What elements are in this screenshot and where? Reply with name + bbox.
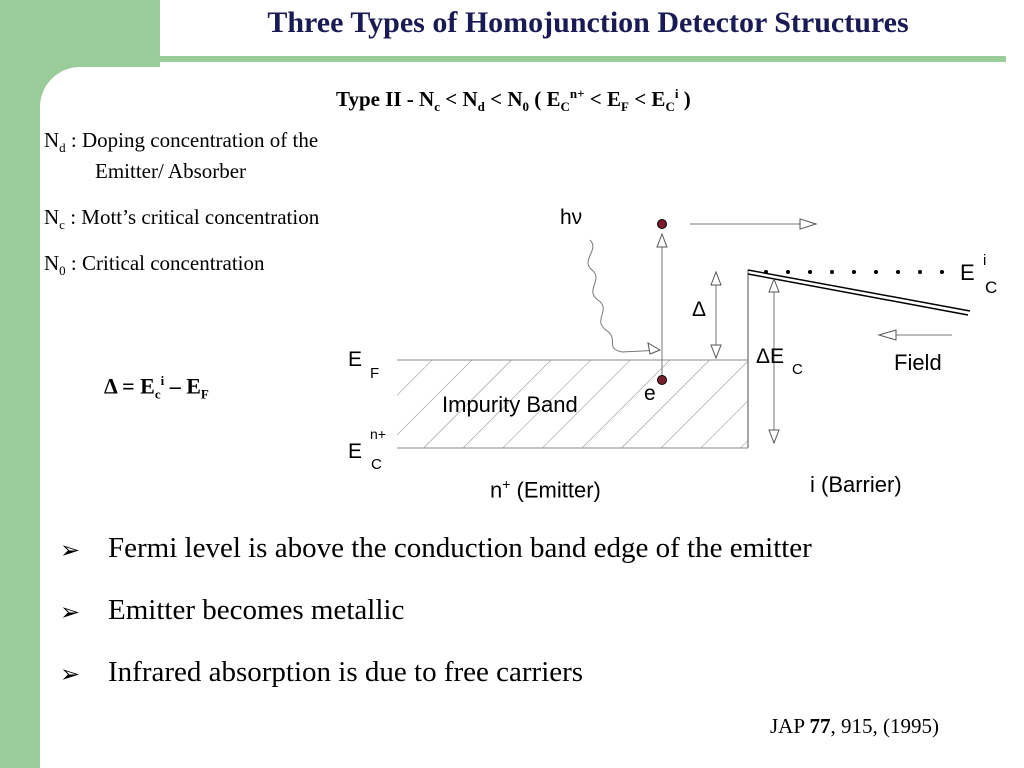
excitation-arrow-head [657,234,667,247]
ecn-label-sup: n+ [370,426,386,442]
electron-label: e [644,382,656,405]
field-arrow-head [879,330,896,340]
photon-wave [588,240,660,352]
barrier-cb-line-lower [748,274,968,315]
ground-electron-dot [658,376,667,385]
eci-label-sup: i [983,252,987,269]
bullet-text: Fermi level is above the conduction band edge of the emitter [108,532,812,564]
bullet-text: Infrared absorption is due to free carriers [108,656,584,688]
reference-citation: JAP 77, 915, (1995) [770,714,939,738]
definition-nc: $N_c$ : Mott’s critical concentration [44,205,320,233]
intrinsic-cb-dotted-line [764,270,944,274]
barrier-label: i (Barrier) [810,472,902,497]
delta-ec-arrow-down [769,430,779,443]
photon-label: hν [560,206,583,229]
delta-ec-arrow-up [769,279,779,292]
delta-arrow-up [711,272,721,285]
emission-arrow-head [800,219,816,229]
delta-label: Δ [692,298,707,321]
barrier-cb-line-upper [748,270,970,311]
delta-ec-label: ΔE [756,345,785,368]
emitter-label: n+ (Emitter) [490,476,601,503]
ef-label: E [348,348,363,371]
impurity-band-label: Impurity Band [442,392,578,417]
bullet-text: Emitter becomes metallic [108,594,405,626]
definition-nd: $N_d$ : Doping concentration of the [44,128,319,156]
definition-nd-continued: Emitter/ Absorber [95,159,247,183]
slide-title: Three Types of Homojunction Detector Structures [267,6,909,39]
photon-arrow-head [648,343,660,354]
type-ii-subtitle: Type II - $N_c < N_d < N_0$ ( $E_C^{n+} < E_F < E_C^i$ ) [336,86,691,115]
ecn-label: E [348,440,363,463]
arrow-bullet-icon: ➢ [60,660,81,688]
ecn-label-sub: C [371,456,382,473]
delta-ec-label-sub: C [792,361,803,378]
excited-electron-dot [658,220,667,229]
arrow-bullet-icon: ➢ [60,598,81,626]
eci-label-sub: C [985,278,998,297]
arrow-bullet-icon: ➢ [60,536,81,564]
delta-equation: $\Delta = E_c^i - E_F$ [104,373,209,402]
ef-label-sub: F [370,365,380,382]
eci-label: E [960,260,975,285]
field-label: Field [894,350,942,375]
delta-arrow-down [711,345,721,358]
definition-n0: $N_0$ : Critical concentration [44,251,265,279]
